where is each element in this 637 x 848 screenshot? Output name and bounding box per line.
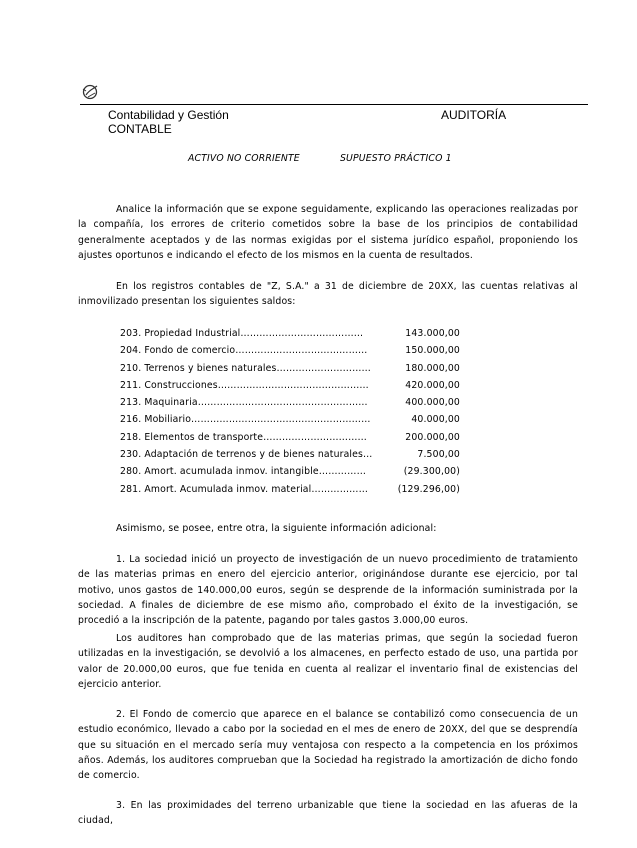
account-row xyxy=(120,360,465,377)
section-title: ACTIVO NO CORRIENTE xyxy=(188,153,300,164)
account-label: 216. Mobiliario………………………………………………… xyxy=(120,414,371,426)
account-row xyxy=(120,463,465,480)
account-value: (129.296,00) xyxy=(397,483,460,495)
accounts-list xyxy=(120,325,465,498)
account-row xyxy=(120,411,465,428)
account-value: 150.000,00 xyxy=(405,345,460,357)
account-label: 280. Amort. acumulada inmov. intangible…………… xyxy=(120,466,367,478)
intro-paragraph: Analice la información que se expone seguidamente, explicando las operaciones realizadas por la compañía, los errores de criterio cometidos sobre la base de los principios de contabilidad generalmente aceptados y de las normas exigidas por el sistema jurídico español, proponiendo los ajustes oportunos e indicando el efecto de los mismos en la cuenta de resultados. xyxy=(78,204,578,261)
item-3-paragraph: 3. En las proximidades del terreno urbanizable que tiene la sociedad en las afueras de la ciudad, xyxy=(78,800,578,827)
account-row xyxy=(120,446,465,463)
account-value: 143.000,00 xyxy=(405,328,460,339)
exercise-title: SUPUESTO PRÁCTICO 1 xyxy=(340,153,452,164)
account-row xyxy=(120,394,465,411)
account-row xyxy=(120,377,465,394)
account-value: 180.000,00 xyxy=(405,362,460,374)
account-value: 420.000,00 xyxy=(405,379,460,391)
header-subject-line2: CONTABLE xyxy=(108,122,172,136)
header-left xyxy=(108,108,308,136)
logo-icon xyxy=(80,82,102,102)
account-label: 213. Maquinaria……………………………………………… xyxy=(120,397,368,409)
account-row xyxy=(120,429,465,446)
adicional-paragraph: Asimismo, se posee, entre otra, la siguiente información adicional: xyxy=(116,523,437,534)
account-label: 210. Terrenos y bienes naturales………………………… xyxy=(120,362,371,374)
registros-paragraph: En los registros contables de "Z, S.A." a 31 de diciembre de 20XX, las cuentas relativas al inmovilizado presentan los siguientes saldos: xyxy=(78,281,578,308)
account-label: 230. Adaptación de terrenos y de bienes naturales… xyxy=(120,449,373,461)
account-row xyxy=(120,481,465,498)
item-1-continuation: Los auditores han comprobado que de las materias primas, que según la sociedad fueron utilizadas en la investigación, se devolvió a los almacenes, en perfecto estado de uso, una partida por valor de 20.000,00 euros, que fue tenida en cuenta al realizar el inventario final de existencias del ejercicio anterior. xyxy=(78,633,578,690)
item-1-paragraph: 1. La sociedad inició un proyecto de investigación de un nuevo procedimiento de tratamiento de las materias primas en enero del ejercicio anterior, originándose durante ese ejercicio, por tal motivo, unos gastos de 140.000,00 euros, según se desprende de la información suministrada por la sociedad. A finales de diciembre de ese mismo año, comprobado el éxito de la investigación, se procedió a la inscripción de la patente, pagando por tales gastos 3.000,00 euros. xyxy=(78,554,578,627)
account-value: 7.500,00 xyxy=(417,449,460,461)
item-2-paragraph: 2. El Fondo de comercio que aparece en el balance se contabilizó como consecuencia de un estudio económico, llevado a cabo por la sociedad en el mes de enero de 20XX, del que se desprendía que su situación en el mercado sería muy ventajosa con respecto a la competencia en los próximos años. Además, los auditores comprueban que la Sociedad ha registrado la amortización de dicho fondo de comercio. xyxy=(78,709,578,782)
header-rule xyxy=(80,104,588,105)
account-row xyxy=(120,342,465,359)
account-row xyxy=(120,325,465,342)
account-value: 200.000,00 xyxy=(405,431,460,443)
account-label: 204. Fondo de comercio…………………………………… xyxy=(120,345,368,357)
account-label: 211. Construcciones………………………………………… xyxy=(120,379,369,391)
account-value: 400.000,00 xyxy=(405,397,460,409)
account-label: 203. Propiedad Industrial………………………………… xyxy=(120,328,364,339)
account-value: (29.300,00) xyxy=(403,466,460,478)
header-right-title: AUDITORÍA xyxy=(441,108,507,122)
account-value: 40.000,00 xyxy=(411,414,460,426)
account-label: 218. Elementos de transporte…………………………… xyxy=(120,431,368,443)
header-subject: Contabilidad y Gestión xyxy=(108,108,229,122)
account-label: 281. Amort. Acumulada inmov. material……………… xyxy=(120,483,369,495)
